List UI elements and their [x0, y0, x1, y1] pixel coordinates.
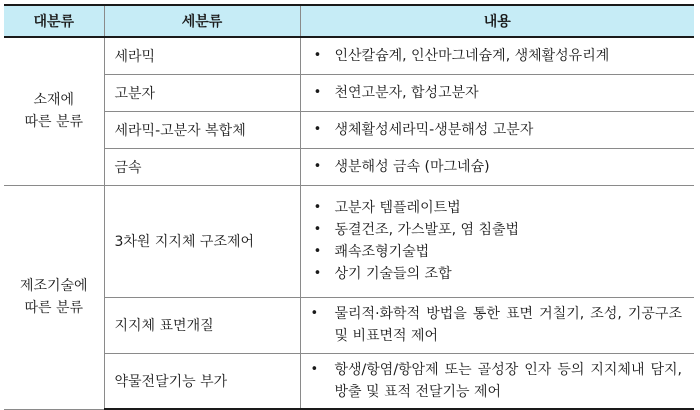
sub-cell: 세라믹-고분자 복합체: [104, 111, 300, 148]
item-text: 고분자 템플레이트법: [334, 200, 461, 216]
list-item: [311, 219, 683, 241]
item-text: 생체활성세라믹-생분해성 고분자: [334, 121, 534, 138]
list-item: [311, 241, 683, 263]
major-line: 따른 분류: [24, 114, 84, 131]
sub-cell: 금속: [104, 148, 300, 185]
sub-cell: 고분자: [104, 74, 300, 111]
header-content: 내용: [300, 5, 694, 37]
sub-cell: 약물전달기능 부가: [104, 353, 300, 409]
content-cell: [300, 185, 694, 297]
item-text: 쾌속조형기술법: [334, 244, 430, 260]
table-row: [4, 74, 694, 111]
list-item: [311, 156, 683, 178]
content-cell: [300, 111, 694, 148]
major-line: 소재에: [33, 92, 75, 109]
major-cell-manufacturing: [4, 185, 104, 409]
header-row: [4, 5, 694, 37]
item-text: 항생/항염/항암제 또는 골성장 인자 등의 지지체내 담지, 방출 및 표적 전달기능 제어: [334, 361, 682, 400]
item-text: 물리적·화학적 방법을 통한 표면 거칠기, 조성, 기공구조 및 비표면적 제어: [334, 306, 682, 344]
bullet-icon: •: [310, 361, 319, 377]
header-major: 대분류: [4, 5, 104, 37]
bullet-icon: •: [313, 244, 322, 259]
content-cell: [300, 297, 694, 353]
item-text: 상기 기술들의 조합: [334, 266, 452, 282]
bullet-icon: •: [313, 84, 322, 100]
item-text: 동결건조, 가스발포, 염 침출법: [334, 222, 520, 238]
sub-cell: 세라믹: [104, 37, 300, 74]
table-row: [4, 353, 694, 409]
bullet-icon: •: [313, 266, 322, 281]
list-item: [311, 359, 683, 403]
list-item: [311, 119, 683, 141]
sub-cell: 지지체 표면개질: [104, 297, 300, 353]
content-cell: [300, 37, 694, 74]
list-item: [311, 82, 683, 104]
major-cell-material: [4, 37, 104, 185]
content-cell: [300, 353, 694, 409]
table-row: [4, 148, 694, 185]
list-item: [311, 45, 683, 67]
table-row: [4, 185, 694, 297]
header-sub: 세분류: [104, 5, 300, 37]
content-cell: [300, 74, 694, 111]
list-item: [311, 197, 683, 219]
table-row: [4, 37, 694, 74]
major-line: 제조기술에: [19, 278, 88, 294]
table-row: [4, 297, 694, 353]
item-text: 생분해성 금속 (마그네슘): [334, 158, 490, 175]
bullet-icon: •: [313, 47, 322, 63]
bullet-icon: •: [313, 200, 322, 215]
table-row: [4, 111, 694, 148]
sub-cell: 3차원 지지체 구조제어: [104, 185, 300, 297]
item-text: 인산칼슘계, 인산마그네슘계, 생체활성유리계: [334, 47, 610, 64]
bullet-icon: •: [313, 158, 322, 174]
classification-table: [4, 4, 694, 410]
content-cell: [300, 148, 694, 185]
bullet-icon: •: [313, 222, 322, 237]
bullet-icon: •: [310, 306, 319, 321]
list-item: [311, 263, 683, 285]
list-item: [311, 303, 683, 347]
major-line: 따른 분류: [24, 300, 84, 316]
item-text: 천연고분자, 합성고분자: [334, 84, 479, 101]
bullet-icon: •: [313, 121, 322, 137]
